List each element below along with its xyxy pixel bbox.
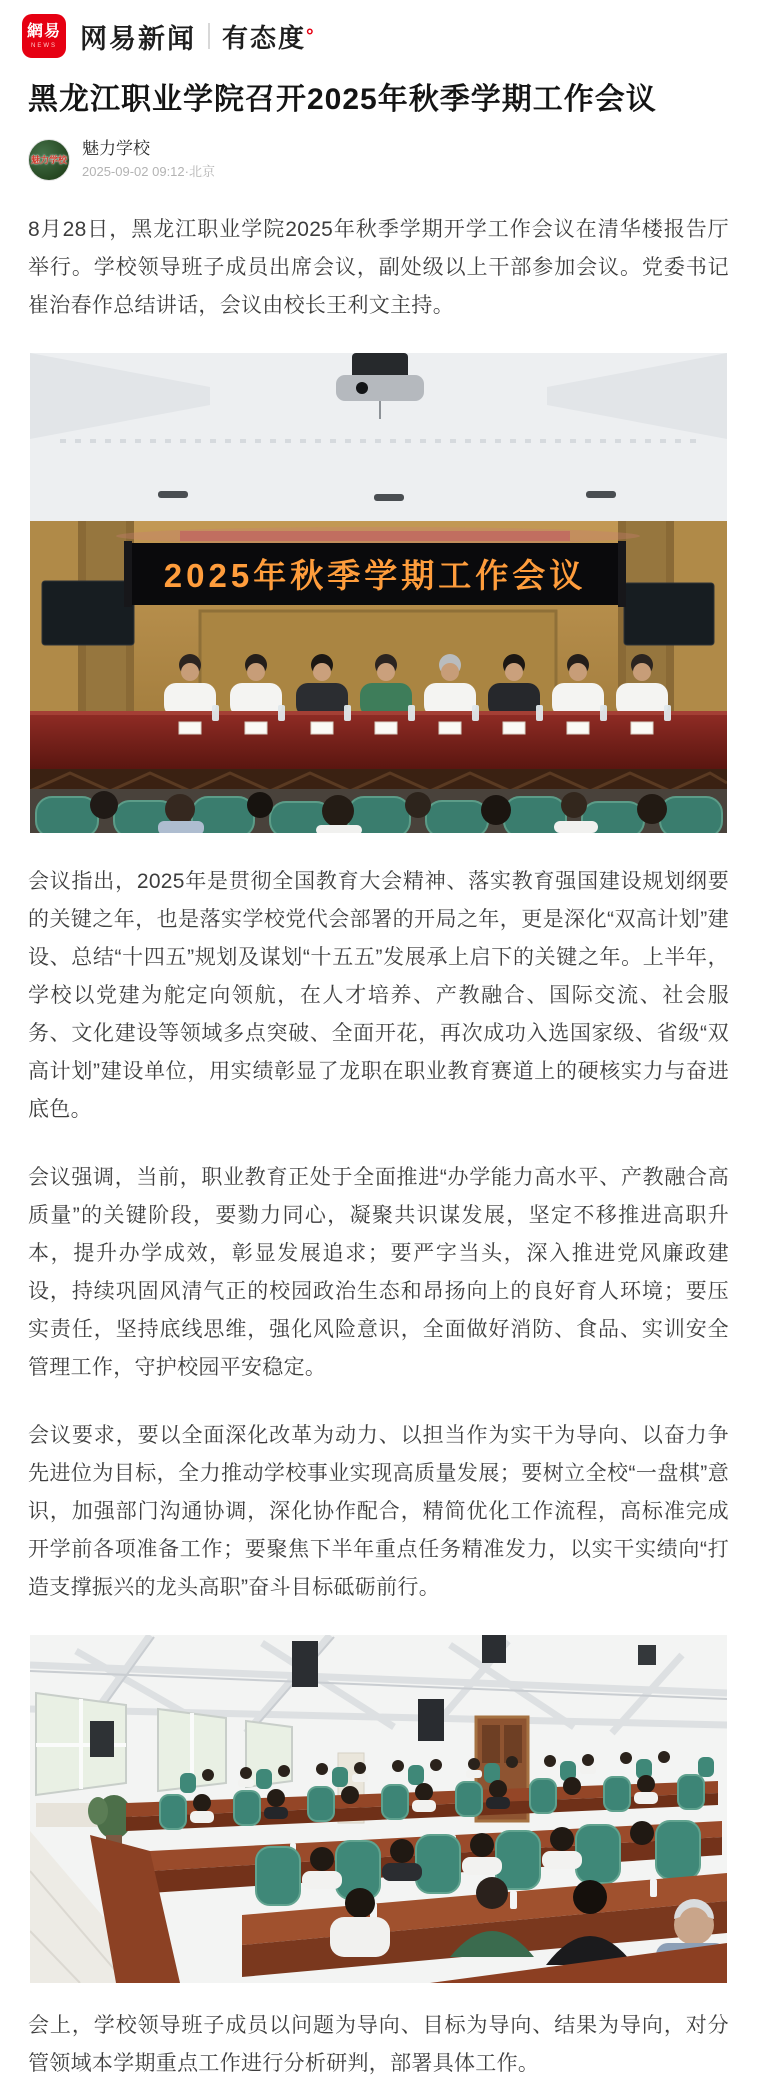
slogan-text: 有态度	[222, 22, 307, 53]
head-table-photo-illustration	[30, 353, 727, 833]
banner-text: 2025年秋季学期工作会议	[163, 556, 587, 594]
author-avatar[interactable]	[28, 139, 70, 181]
author-row[interactable]	[28, 139, 729, 181]
audience-photo-illustration	[30, 1635, 727, 1983]
article-paragraph: 会议要求，要以全面深化改革为动力、以担当作为实干为导向、以奋力争先进位为目标，全力推动学校事业实现高质量发展；要树立全校“一盘棋”意识，加强部门沟通协调，深化协作配合，精简优化工作流程，高标准完成开学前各项准备工作；要聚焦下半年重点任务精准发力，以实干实绩向“打造支撑振兴的龙头高职”奋斗目标砥砺前行。	[28, 1423, 729, 1599]
trademark-mark-icon: °	[306, 25, 314, 47]
audience-rows	[30, 789, 727, 833]
speaker-icon	[418, 1699, 444, 1741]
article-photo-2[interactable]	[30, 1635, 727, 1983]
head-table	[30, 705, 727, 795]
app-name[interactable]: 网易新闻	[80, 23, 196, 54]
avatar-label: 魅力学校	[30, 155, 67, 165]
site-header	[0, 0, 757, 58]
projector-icon	[292, 1641, 318, 1687]
projector-icon	[482, 1635, 506, 1663]
led-banner	[116, 527, 640, 607]
netease-logo-icon[interactable]	[22, 14, 66, 58]
publish-time: 2025-09-02 09:12·北京	[82, 164, 215, 180]
article-paragraph: 会议指出，2025年是贯彻全国教育大会精神、落实教育强国建设规划纲要的关键之年，也是落实学校党代会部署的开局之年，更是深化“双高计划”建设、总结“十四五”规划及谋划“十五五”发展承上启下的关键之年。上半年，学校以党建为舵定向领航，在人才培养、产教融合、国际交流、社会服务、文化建设等领域多点突破、全面开花，再次成功入选国家级、省级“双高计划”建设单位，用实绩彰显了龙职在职业教育赛道上的硬核实力与奋进底色。	[28, 869, 729, 1121]
article-paragraph: 会议强调，当前，职业教育正处于全面推进“办学能力高水平、产教融合高质量”的关键阶段，要勠力同心，凝聚共识谋发展，坚定不移推进高职升本，提升办学成效，彰显发展追求；要严字当头，深入推进党风廉政建设，持续巩固风清气正的校园政治生态和昂扬向上的良好育人环境；要压实责任，坚持底线思维，强化风险意识，全面做好消防、食品、实训安全管理工作，守护校园平安稳定。	[28, 1165, 729, 1379]
article-title: 黑龙江职业学院召开2025年秋季学期工作会议	[28, 83, 657, 116]
camera-box-icon	[638, 1645, 656, 1665]
article-photo-1[interactable]	[30, 353, 727, 833]
article-paragraph: 会上，学校领导班子成员以问题为导向、目标为导向、结果为导向，对分管领域本学期重点工作进行分析研判，部署具体工作。	[28, 2013, 729, 2075]
author-name[interactable]: 魅力学校	[82, 139, 150, 158]
author-meta	[82, 139, 215, 180]
left-screen	[42, 581, 134, 645]
speaker-icon	[90, 1721, 114, 1757]
logo-sub-text: NEWS	[31, 42, 57, 49]
right-screen	[624, 583, 714, 645]
logo-brand-text: 網易	[26, 22, 61, 40]
article-paragraph: 8月28日，黑龙江职业学院2025年秋季学期开学工作会议在清华楼报告厅举行。学校领导班子成员出席会议，副处级以上干部参加会议。党委书记崔治春作总结讲话，会议由校长王利文主持。	[28, 217, 729, 317]
header-divider	[208, 23, 210, 49]
